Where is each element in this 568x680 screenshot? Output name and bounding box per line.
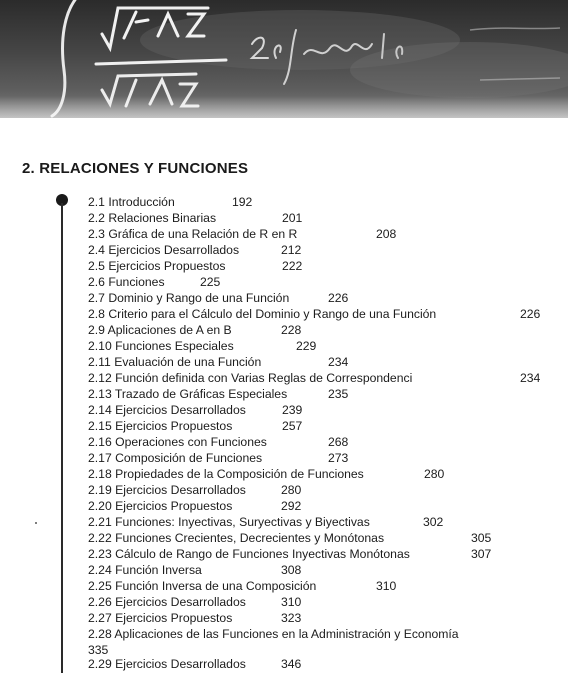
toc-entry-page: 225	[200, 275, 221, 289]
toc-entry-title: 2.16 Operaciones con Funciones	[88, 435, 267, 449]
toc-entry-title: 2.13 Trazado de Gráficas Especiales	[88, 387, 288, 401]
toc-entry-title: 2.21 Funciones: Inyectivas, Suryectivas y Biyectivas	[88, 515, 370, 529]
toc-entry-title: 2.23 Cálculo de Rango de Funciones Inyectivas Monótonas	[88, 547, 410, 561]
toc-entry-page: 234	[328, 355, 349, 369]
toc-entry-title: 2.3 Gráfica de una Relación de R en R	[88, 227, 298, 241]
toc-entry[interactable]	[0, 354, 568, 370]
toc-entry-title: 2.8 Criterio para el Cálculo del Dominio y Rango de una Función	[88, 307, 437, 321]
toc-entry-title: 2.5 Ejercicios Propuestos	[88, 259, 226, 273]
toc-entry-title: 2.24 Función Inversa	[88, 563, 202, 577]
toc-entry-page: 280	[281, 483, 302, 497]
toc-entry-page: 268	[328, 435, 349, 449]
toc-entry-page: 305	[471, 531, 492, 545]
toc-entry-title: 2.20 Ejercicios Propuestos	[88, 499, 233, 513]
toc-entry-title: 2.27 Ejercicios Propuestos	[88, 611, 233, 625]
toc-entry-title: 2.9 Aplicaciones de A en B	[88, 323, 232, 337]
toc-entry-title: 2.10 Funciones Especiales	[88, 339, 234, 353]
toc-entry-title: 2.4 Ejercicios Desarrollados	[88, 243, 240, 257]
toc-entry-page: 280	[424, 467, 445, 481]
toc-entry[interactable]	[0, 498, 568, 514]
toc-entry[interactable]	[0, 226, 568, 242]
toc-entry[interactable]	[0, 258, 568, 274]
toc-entry-title: 2.18 Propiedades de la Composición de Funciones	[88, 467, 364, 481]
toc-entry-page: 226	[520, 307, 541, 321]
toc-entry-page: 308	[281, 563, 302, 577]
toc-entry-title: 2.11 Evaluación de una Función	[88, 355, 262, 369]
toc-entry[interactable]	[0, 274, 568, 290]
toc-entry-title: 2.7 Dominio y Rango de una Función	[88, 291, 290, 305]
toc-entry[interactable]	[0, 402, 568, 418]
toc-entry-title: 2.1 Introducción	[88, 195, 175, 209]
toc-entry-title: 2.2 Relaciones Binarias	[88, 211, 217, 225]
toc-entry-page: 335	[88, 643, 109, 657]
toc-entry-page: 228	[281, 323, 302, 337]
toc-entry-title: 2.15 Ejercicios Propuestos	[88, 419, 233, 433]
toc-entry[interactable]	[0, 466, 568, 482]
toc-entry[interactable]	[0, 338, 568, 354]
toc-entry-page: 310	[281, 595, 302, 609]
toc-entry-title: 2.14 Ejercicios Desarrollados	[88, 403, 246, 417]
toc-entry[interactable]	[0, 386, 568, 402]
toc-entry-page: 235	[328, 387, 349, 401]
toc-entry-page: 222	[282, 259, 303, 273]
toc-entry-title: 2.26 Ejercicios Desarrollados	[88, 595, 246, 609]
toc-entry-title: 2.6 Funciones	[88, 275, 165, 289]
toc-entry-page: 257	[282, 419, 303, 433]
toc-entry-title: 2.17 Composición de Funciones	[88, 451, 263, 465]
toc-entry[interactable]	[0, 242, 568, 258]
toc-entry[interactable]	[0, 434, 568, 450]
toc-entry-title: 2.29 Ejercicios Desarrollados	[88, 657, 246, 671]
toc-entry[interactable]	[0, 290, 568, 306]
toc-entry-page: 208	[376, 227, 397, 241]
toc-entry[interactable]	[0, 546, 568, 562]
toc-entry-page: 310	[376, 579, 397, 593]
toc-entry[interactable]	[0, 562, 568, 578]
toc-entry[interactable]	[0, 370, 568, 386]
print-speck	[35, 522, 37, 524]
toc-entry[interactable]	[0, 450, 568, 466]
toc-entry-title: 2.25 Función Inversa de una Composición	[88, 579, 317, 593]
toc-entry[interactable]	[0, 482, 568, 498]
toc-entry[interactable]	[0, 306, 568, 322]
toc-entry-page: 212	[281, 243, 302, 257]
toc-entry[interactable]	[0, 210, 568, 226]
toc-entry-page: 307	[471, 547, 492, 561]
toc-entry-page: 201	[282, 211, 303, 225]
toc-entry-page: 234	[520, 371, 541, 385]
toc-entry-page: 273	[328, 451, 349, 465]
toc-entry-page: 346	[281, 657, 302, 671]
toc-entry[interactable]	[0, 610, 568, 626]
toc-entry-title: 2.19 Ejercicios Desarrollados	[88, 483, 246, 497]
toc-entry-page: 226	[328, 291, 349, 305]
toc-entry-page: 229	[296, 339, 317, 353]
toc-entry-page: 323	[281, 611, 302, 625]
toc-entry-title: 2.28 Aplicaciones de las Funciones en la Administración y Economía	[88, 627, 459, 641]
toc-entry-title: 2.12 Función definida con Varias Reglas de Correspondenci	[88, 371, 413, 385]
toc-entry[interactable]	[0, 418, 568, 434]
toc-entry-title: 2.22 Funciones Crecientes, Decrecientes y Monótonas	[88, 531, 385, 545]
toc-entry[interactable]	[0, 530, 568, 546]
toc-entry[interactable]	[0, 322, 568, 338]
toc-entry-page: 239	[282, 403, 303, 417]
chapter-title: 2. RELACIONES Y FUNCIONES	[22, 160, 249, 177]
toc-entry[interactable]	[0, 194, 568, 210]
toc-entry[interactable]	[0, 626, 568, 657]
toc-entry[interactable]	[0, 594, 568, 610]
toc-entry[interactable]	[0, 656, 568, 672]
toc-entry-page: 292	[281, 499, 302, 513]
toc-entry[interactable]	[0, 514, 568, 530]
toc-entry-page: 302	[423, 515, 444, 529]
toc-entry-page: 192	[232, 195, 253, 209]
toc-entry[interactable]	[0, 578, 568, 594]
